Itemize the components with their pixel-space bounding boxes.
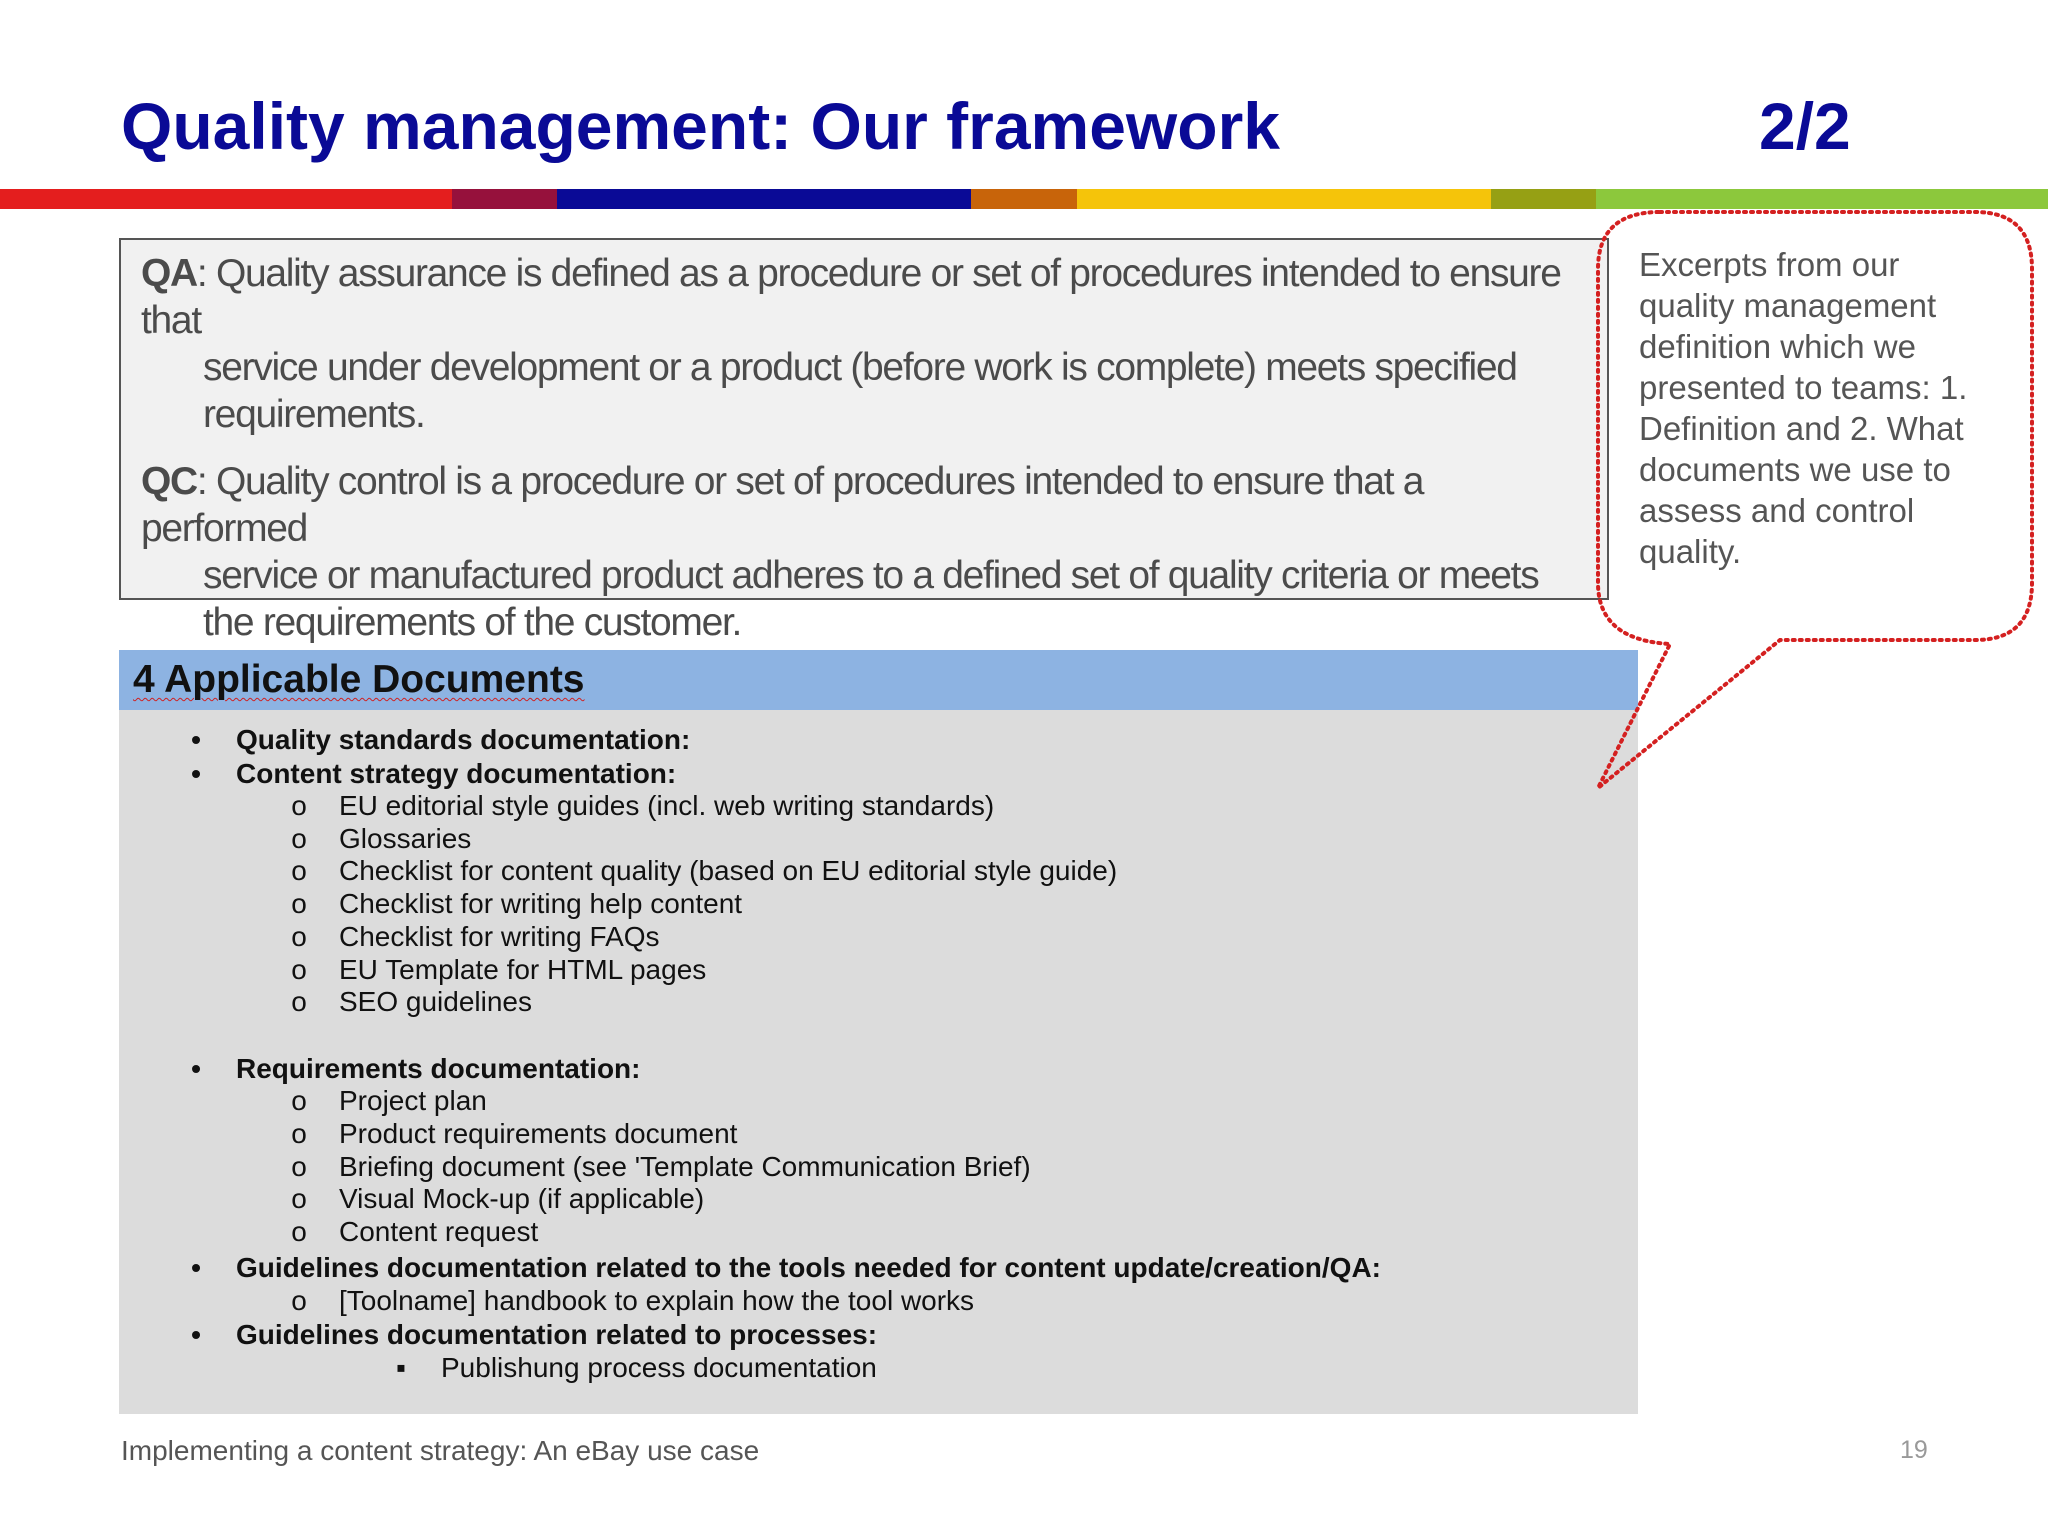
slide-number: 19 — [1900, 1436, 1928, 1464]
heading-text: 4 Applicable Documents — [133, 658, 585, 701]
list-item-text: [Toolname] handbook to explain how the tool works — [339, 1285, 975, 1316]
list-item-text: Quality standards documentation: — [236, 724, 691, 755]
applicable-documents-panel — [119, 650, 1638, 1414]
list-item — [291, 986, 533, 1018]
bullet-icon: o — [291, 921, 307, 952]
bullet-icon: • — [191, 1053, 201, 1084]
qc-definition — [141, 458, 1587, 646]
list-item-text: EU editorial style guides (incl. web writing standards) — [339, 790, 995, 821]
qc-term: QC — [141, 460, 197, 503]
list-item-text: Requirements documentation: — [236, 1053, 641, 1084]
list-item — [191, 758, 677, 790]
list-item — [291, 1118, 738, 1150]
list-item-text: Checklist for writing help content — [339, 888, 743, 919]
list-item-text: Project plan — [339, 1085, 487, 1116]
list-item-text: EU Template for HTML pages — [339, 954, 707, 985]
qa-text-first: Quality assurance is defined as a procedure or set of procedures intended to ensure that — [141, 252, 1561, 342]
list-item — [291, 1285, 975, 1317]
qc-text-rest: service or manufactured product adheres to a defined set of quality criteria or meets the requirements of the customer. — [203, 554, 1539, 644]
callout-text: Excerpts from our quality management definition which we presented to teams: 1. Definition and 2. What documents we use to assess and control quality. — [1639, 246, 1968, 570]
stripe-segment-green — [1596, 189, 2048, 209]
stripe-segment-maroon — [452, 189, 557, 209]
bullet-icon: o — [291, 1085, 307, 1116]
list-item-text: Publishung process documentation — [441, 1352, 877, 1383]
bullet-icon: o — [291, 954, 307, 985]
list-item-text: Content strategy documentation: — [236, 758, 677, 789]
qa-text-rest: service under development or a product (before work is complete) meets specified requirements. — [203, 346, 1517, 436]
bullet-icon: o — [291, 1285, 307, 1316]
slide-title: Quality management: Our framework — [121, 89, 1280, 163]
list-item-text: Checklist for content quality (based on EU editorial style guide) — [339, 855, 1118, 886]
list-item — [291, 855, 1118, 887]
list-item-text: Product requirements document — [339, 1118, 738, 1149]
bullet-icon: ▪ — [396, 1352, 406, 1383]
list-item-text: Guidelines documentation related to the tools needed for content update/creation/QA: — [236, 1252, 1381, 1283]
list-item — [396, 1352, 877, 1384]
list-item — [291, 1151, 1031, 1183]
footer-text: Implementing a content strategy: An eBay use case — [121, 1435, 760, 1466]
bullet-icon: o — [291, 790, 307, 821]
list-item — [291, 954, 707, 986]
list-item — [291, 790, 995, 822]
list-item — [191, 1252, 1381, 1284]
qa-term: QA — [141, 252, 197, 295]
list-item — [291, 1085, 487, 1117]
list-item — [291, 823, 472, 855]
stripe-segment-yellow — [1077, 189, 1491, 209]
list-item-text: Content request — [339, 1216, 539, 1247]
stripe-segment-olive — [1491, 189, 1596, 209]
list-item-text: Guidelines documentation related to processes: — [236, 1319, 878, 1350]
list-item — [191, 1319, 878, 1351]
bullet-icon: • — [191, 1252, 201, 1283]
bullet-icon: • — [191, 758, 201, 789]
stripe-segment-orange — [971, 189, 1077, 209]
list-item-text: Glossaries — [339, 823, 472, 854]
bullet-icon: o — [291, 1118, 307, 1149]
qc-text-first: Quality control is a procedure or set of procedures intended to ensure that a performed — [141, 460, 1424, 550]
list-item — [291, 1216, 539, 1248]
list-item — [191, 1053, 641, 1085]
list-item — [291, 888, 743, 920]
bullet-icon: o — [291, 855, 307, 886]
stripe-segment-blue — [557, 189, 971, 209]
applicable-documents-heading — [119, 650, 1638, 710]
bullet-icon: o — [291, 888, 307, 919]
list-item-text: SEO guidelines — [339, 986, 533, 1017]
bullet-icon: o — [291, 1151, 307, 1182]
list-item — [291, 1183, 705, 1215]
stripe-segment-red — [0, 189, 452, 209]
list-item — [291, 921, 660, 953]
bullet-icon: o — [291, 1216, 307, 1247]
page-indicator: 2/2 — [1759, 89, 1851, 163]
bullet-icon: • — [191, 724, 201, 755]
color-stripe — [0, 189, 2048, 209]
qa-separator: : — [196, 252, 207, 295]
bullet-icon: • — [191, 1319, 201, 1350]
definitions-box — [119, 238, 1609, 644]
qa-definition — [141, 250, 1587, 438]
bullet-icon: o — [291, 986, 307, 1017]
list-item — [191, 724, 691, 756]
bullet-icon: o — [291, 823, 307, 854]
list-item-text: Briefing document (see 'Template Communication Brief) — [339, 1151, 1031, 1182]
bullet-icon: o — [291, 1183, 307, 1214]
list-item-text: Checklist for writing FAQs — [339, 921, 660, 952]
qc-separator: : — [196, 460, 207, 503]
list-item-text: Visual Mock-up (if applicable) — [339, 1183, 705, 1214]
